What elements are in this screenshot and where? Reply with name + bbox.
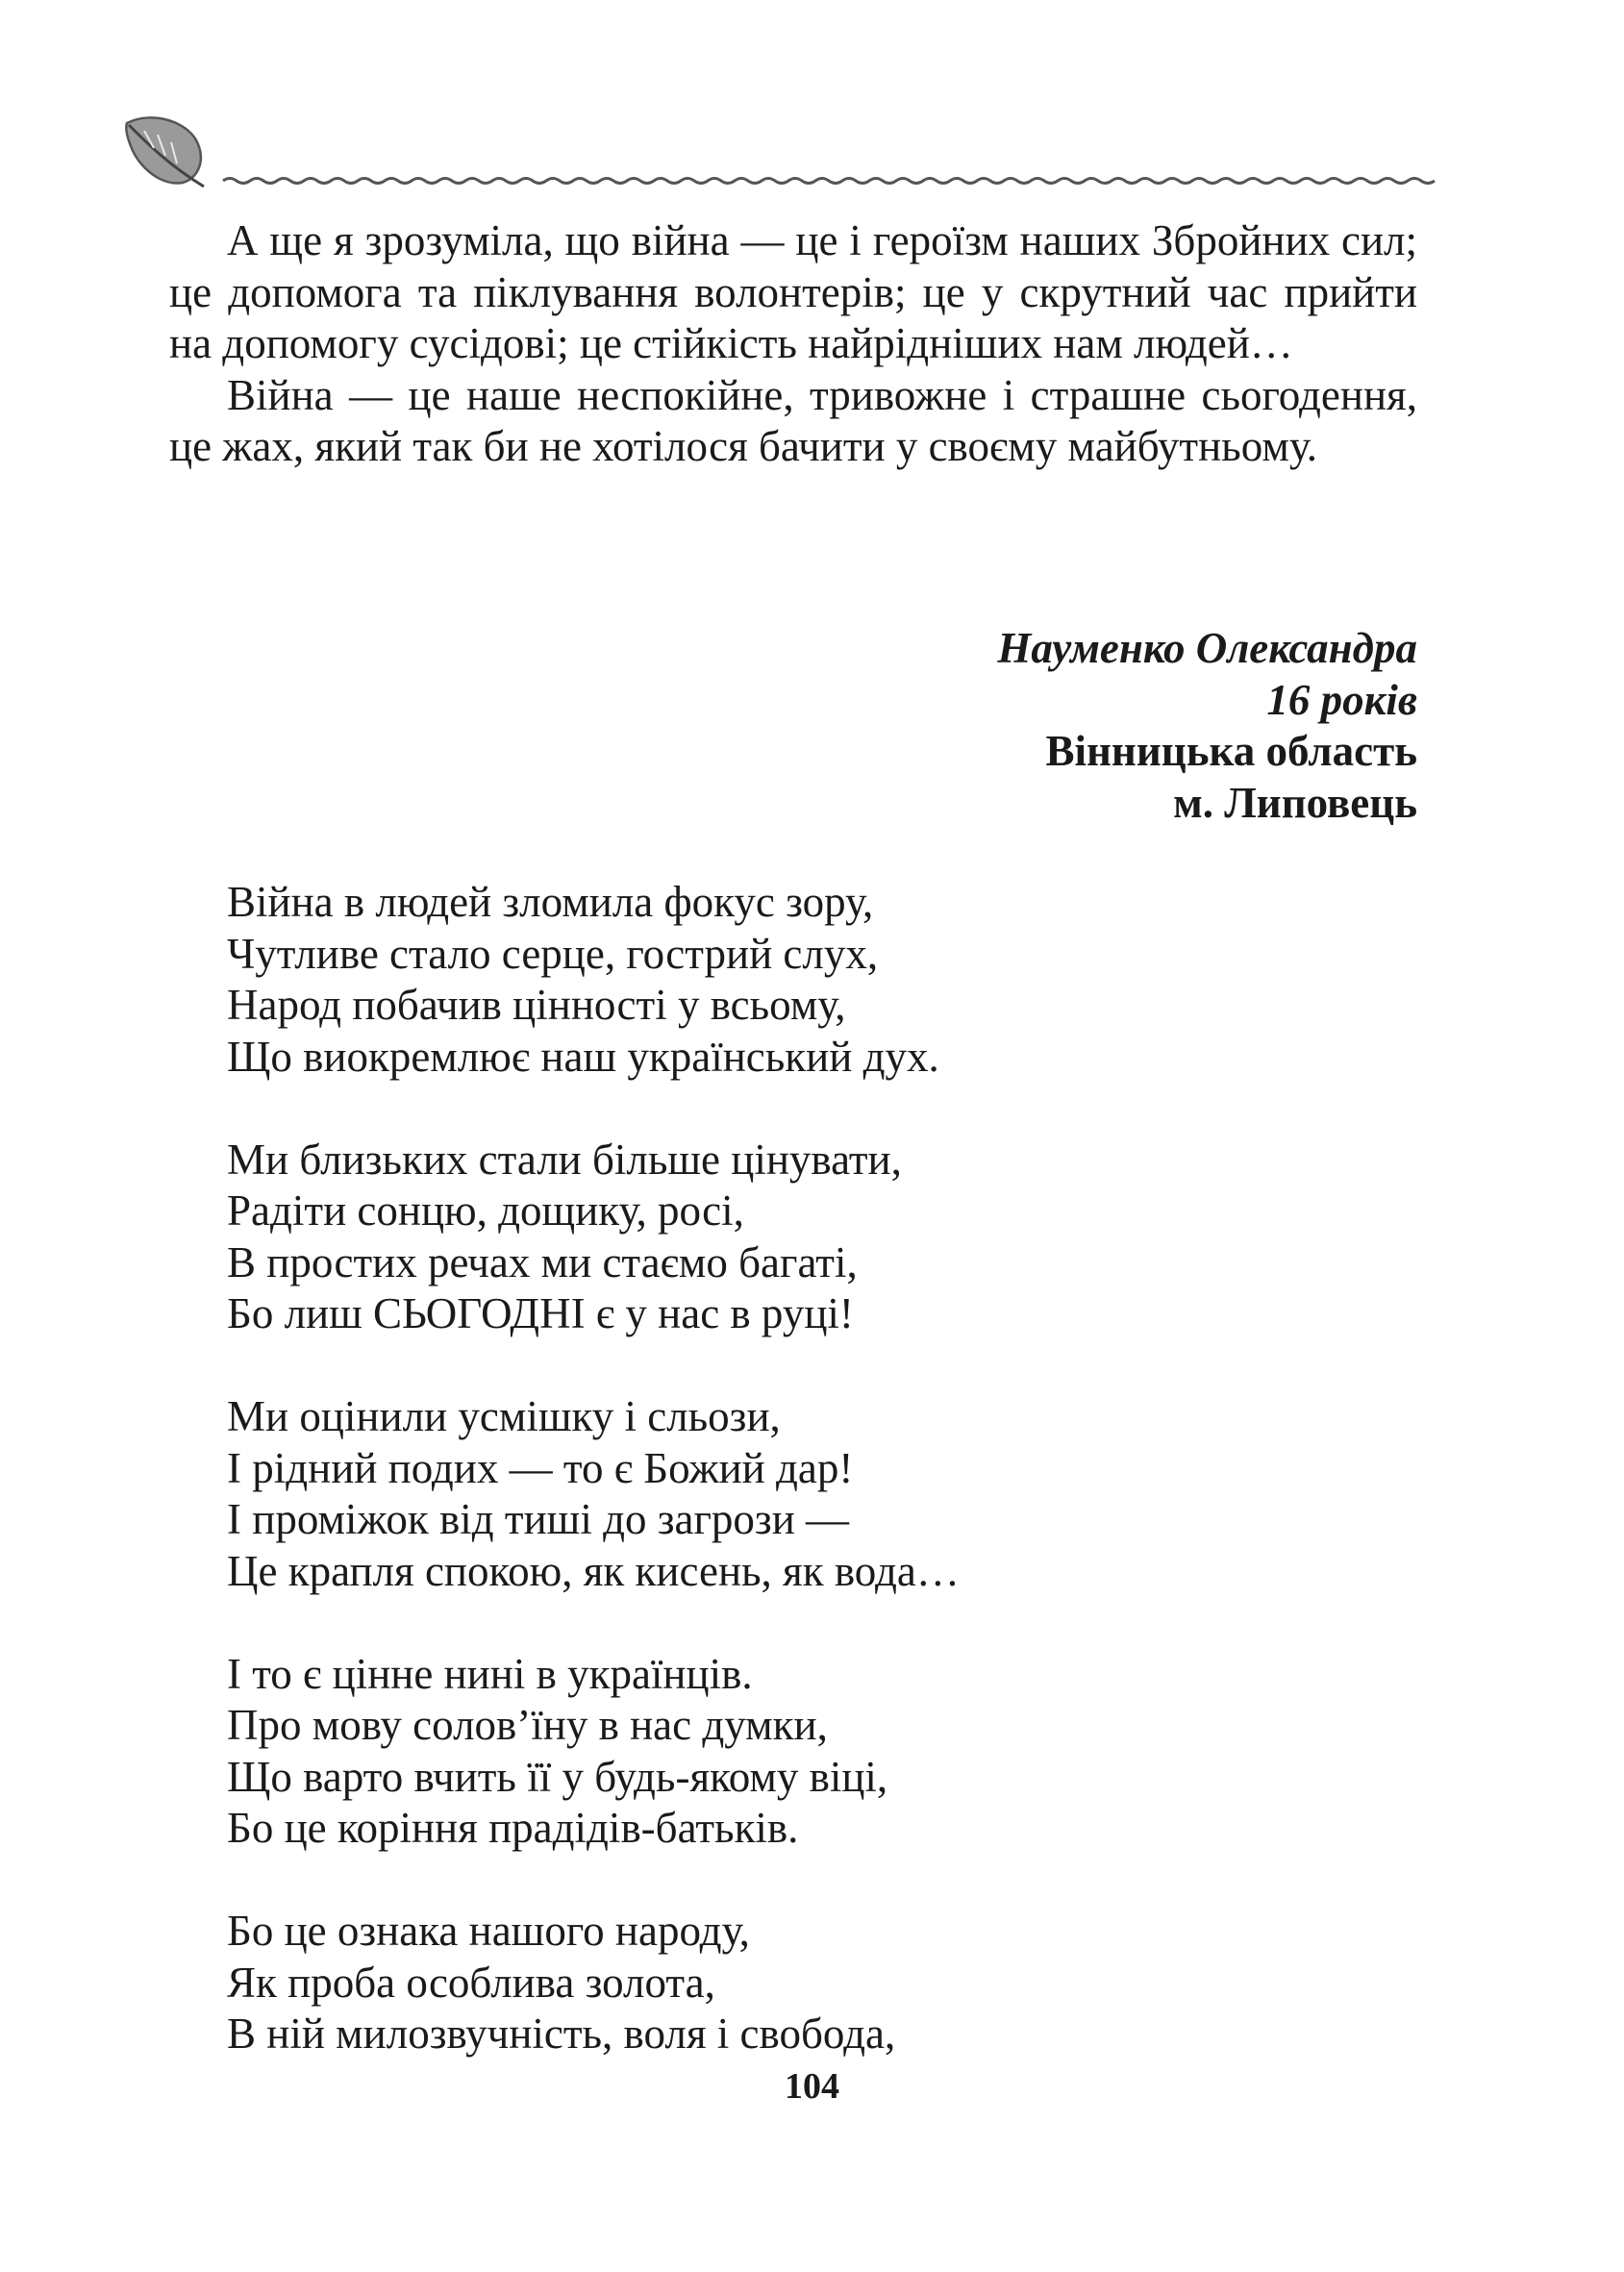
poem: [227, 877, 1381, 2111]
prose-paragraph: А ще я зрозуміла, що війна — це і героїзм наших Збройних сил; це допомога та піклування волонтерів; це у скрутний час прийти на допомогу сусідові; це стійкість найрідніших нам людей…: [169, 216, 1417, 367]
poem-stanza: [227, 877, 1381, 1083]
author-signature: [997, 623, 1417, 829]
author-name: Науменко Олександра: [997, 624, 1417, 672]
poem-stanza: [227, 1649, 1381, 1855]
author-region: Вінницька область: [1045, 727, 1417, 775]
poem-line: Ми оцінили усмішку і сльози,: [227, 1392, 781, 1440]
poem-line: І проміжок від тиші до загрози —: [227, 1495, 850, 1543]
poem-line: В простих речах ми стаємо багаті,: [227, 1237, 858, 1286]
wavy-divider: [223, 179, 1435, 184]
prose-paragraph: Війна — це наше неспокійне, тривожне і страшне сьогодення, це жах, який так би не хотілося бачити у своєму майбутньому.: [169, 370, 1417, 470]
prose-section: [169, 215, 1417, 473]
poem-line: І рідний подих — то є Божий дар!: [227, 1443, 854, 1492]
poem-line: Чутливе стало серце, гострий слух,: [227, 929, 879, 978]
poem-stanza: [227, 1906, 1381, 2060]
poem-line: Бо це ознака нашого народу,: [227, 1907, 750, 1955]
poem-line: Це крапля спокою, як кисень, як вода…: [227, 1546, 960, 1595]
poem-stanza: [227, 1135, 1381, 1340]
poem-line: Бо це коріння прадідів-батьків.: [227, 1804, 799, 1852]
feather-quill-icon: [126, 117, 204, 187]
poem-line: Війна в людей зломила фокус зору,: [227, 878, 874, 926]
poem-line: Ми близьких стали більше цінувати,: [227, 1135, 902, 1184]
poem-line: Що варто вчить її у будь-якому віці,: [227, 1752, 888, 1801]
poem-line: Народ побачив цінності у всьому,: [227, 981, 846, 1029]
poem-line: Радіти сонцю, дощику, росі,: [227, 1186, 744, 1235]
poem-line: Бо лиш СЬОГОДНІ є у нас в руці!: [227, 1289, 854, 1337]
poem-line: Що виокремлює наш український дух.: [227, 1032, 939, 1081]
poem-line: Про мову солов’їну в нас думки,: [227, 1701, 828, 1749]
poem-line: В ній милозвучність, воля і свобода,: [227, 2010, 896, 2058]
page-number: 104: [785, 2066, 839, 2107]
poem-line: Як проба особлива золота,: [227, 1958, 715, 2007]
author-city: м. Липовець: [1173, 778, 1417, 827]
header-ornament: [115, 106, 1442, 192]
poem-stanza: [227, 1391, 1381, 1597]
author-age: 16 років: [1266, 675, 1417, 724]
poem-line: І то є цінне нині в українців.: [227, 1649, 753, 1698]
